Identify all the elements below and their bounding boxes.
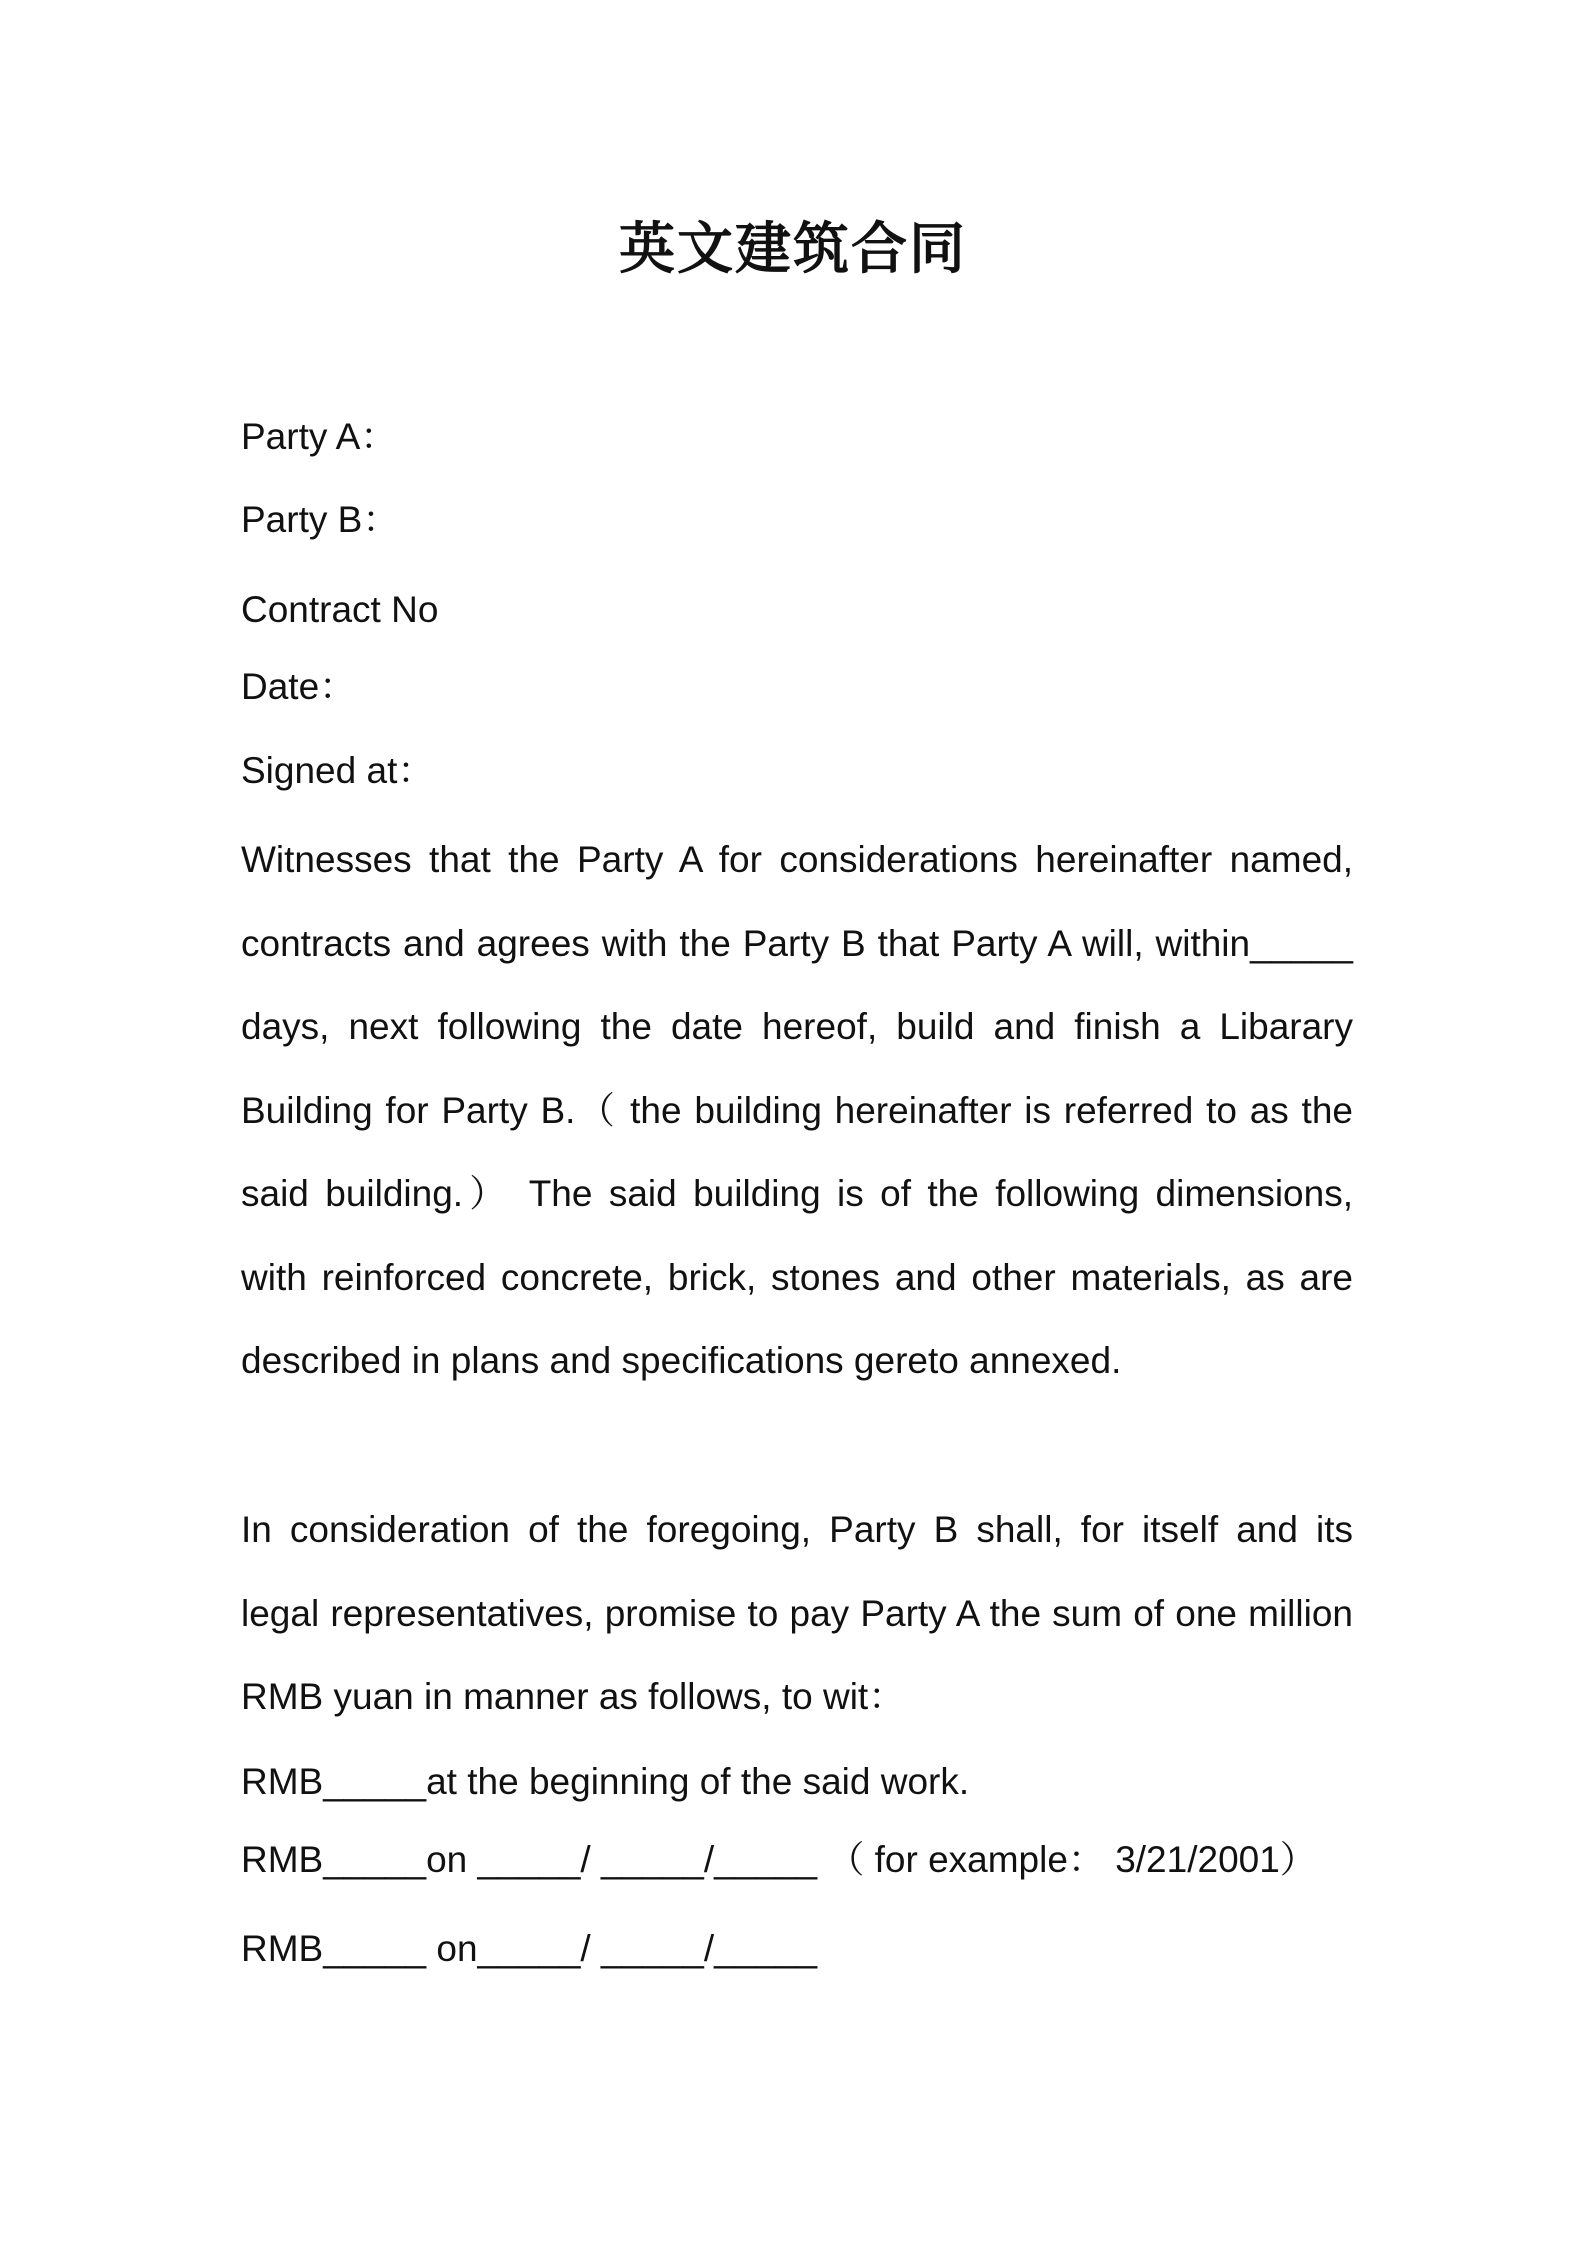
- signed-at-field: Signed at：: [241, 750, 435, 791]
- payment-line: RMB_____at the beginning of the said work.: [241, 1761, 970, 1802]
- party-a-field: Party A：: [241, 416, 398, 457]
- witness-paragraph: Witnesses that the Party A for considerations hereinafter named, contracts and agrees with the Party B that Party A will, within_____ days, next following the date hereof, build and finish a Libarary Building for Party B.（ the building hereinafter is referred to as the said building.） The said building is of the following dimensions, with reinforced concrete, brick, stones and other materials, as are described in plans and specifications gereto annexed.: [241, 839, 1353, 1381]
- document-title: 英文建筑合同: [619, 217, 967, 282]
- payment-line: RMB_____on _____/ _____/_____ （ for example： 3/21/2001）: [241, 1839, 1317, 1880]
- contract-no-field: Contract No: [241, 589, 439, 630]
- date-field: Date：: [241, 666, 357, 707]
- payment-line: RMB_____ on_____/ _____/_____: [241, 1928, 818, 1969]
- party-b-field: Party B：: [241, 499, 400, 540]
- consideration-paragraph: In consideration of the foregoing, Party B shall, for itself and its legal representatives, promise to pay Party A the sum of one million RMB yuan in manner as follows, to wit：: [241, 1509, 1353, 1717]
